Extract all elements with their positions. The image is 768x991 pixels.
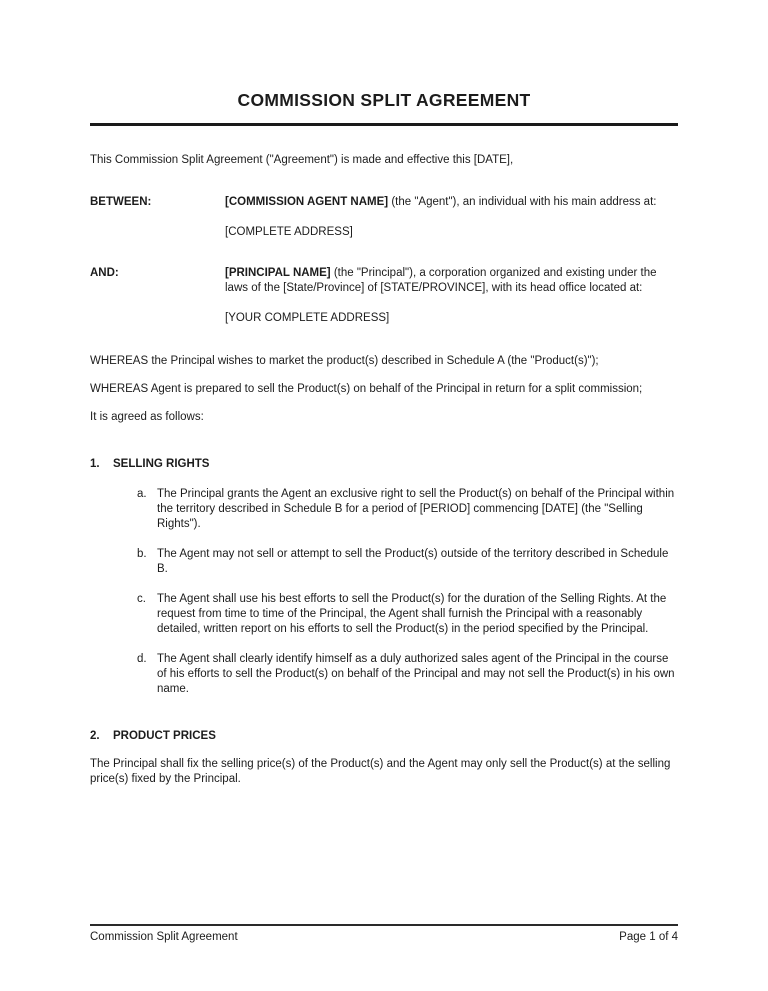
footer-rule xyxy=(90,924,678,926)
party-description xyxy=(225,266,678,296)
section-number: 2. xyxy=(90,730,100,742)
title-rule xyxy=(90,123,678,126)
section-number: 1. xyxy=(90,458,100,470)
party-address-placeholder: [COMPLETE ADDRESS] xyxy=(225,226,353,238)
section-heading-text: PRODUCT PRICES xyxy=(113,730,216,742)
party-block-and xyxy=(90,266,678,326)
page-footer xyxy=(90,924,678,945)
party-body xyxy=(225,266,678,326)
party-name-placeholder: [PRINCIPAL NAME] xyxy=(225,267,331,279)
recital-whereas-2: WHEREAS Agent is prepared to sell the Product(s) on behalf of the Principal in return for a split commission; xyxy=(90,383,643,395)
section-heading-selling-rights xyxy=(90,457,678,472)
clause-text: The Principal grants the Agent an exclusive right to sell the Product(s) on behalf of the Principal within the territory described in Schedule B for a period of [PERIOD] commencing [DATE] (the "Selling Rights"). xyxy=(157,488,675,530)
party-description-text: (the "Agent"), an individual with his main address at: xyxy=(388,196,657,208)
footer-page-number: Page 1 of 4 xyxy=(619,931,678,943)
footer-row xyxy=(90,930,678,945)
party-description xyxy=(225,195,678,210)
party-label: AND: xyxy=(90,267,119,279)
clause-item-b xyxy=(90,547,678,577)
intro-paragraph: This Commission Split Agreement ("Agreement") is made and effective this [DATE], xyxy=(90,154,514,166)
party-body xyxy=(225,195,678,240)
clause-marker: a. xyxy=(137,488,147,500)
document-title: COMMISSION SPLIT AGREEMENT xyxy=(237,90,531,110)
section-heading-product-prices xyxy=(90,729,678,744)
party-description-text: (the "Principal"), a corporation organized and existing under the laws of the [State/Province] of [STATE/PROVINCE], with its head office located at: xyxy=(225,267,657,294)
party-block-between xyxy=(90,195,678,240)
clause-marker: d. xyxy=(137,653,147,665)
party-address-placeholder: [YOUR COMPLETE ADDRESS] xyxy=(225,312,390,324)
clause-text: The Agent shall clearly identify himself as a duly authorized sales agent of the Principal in the course of his efforts to sell the Product(s) on behalf of the Principal and may not sell the Product(s) in his own name. xyxy=(157,653,675,695)
product-prices-paragraph: The Principal shall fix the selling price(s) of the Product(s) and the Agent may only sell the Product(s) at the selling price(s) fixed by the Principal. xyxy=(90,758,671,785)
party-label: BETWEEN: xyxy=(90,196,152,208)
clause-text: The Agent shall use his best efforts to sell the Product(s) for the duration of the Selling Rights. At the request from time to time of the Principal, the Agent shall furnish the Principal with a reasonably detailed, written report on his efforts to sell the Product(s) in the period specified by the Principal. xyxy=(157,593,667,635)
footer-document-name: Commission Split Agreement xyxy=(90,931,238,943)
clause-text: The Agent may not sell or attempt to sell the Product(s) outside of the territory described in Schedule B. xyxy=(157,548,669,575)
clause-marker: b. xyxy=(137,548,147,560)
clause-item-d xyxy=(90,652,678,697)
section-heading-text: SELLING RIGHTS xyxy=(113,458,210,470)
clause-marker: c. xyxy=(137,593,146,605)
party-name-placeholder: [COMMISSION AGENT NAME] xyxy=(225,196,389,208)
clause-item-c xyxy=(90,592,678,637)
agreement-lead-in: It is agreed as follows: xyxy=(90,411,204,423)
clause-item-a xyxy=(90,487,678,532)
recital-whereas-1: WHEREAS the Principal wishes to market the product(s) described in Schedule A (the "Product(s)"); xyxy=(90,355,599,367)
